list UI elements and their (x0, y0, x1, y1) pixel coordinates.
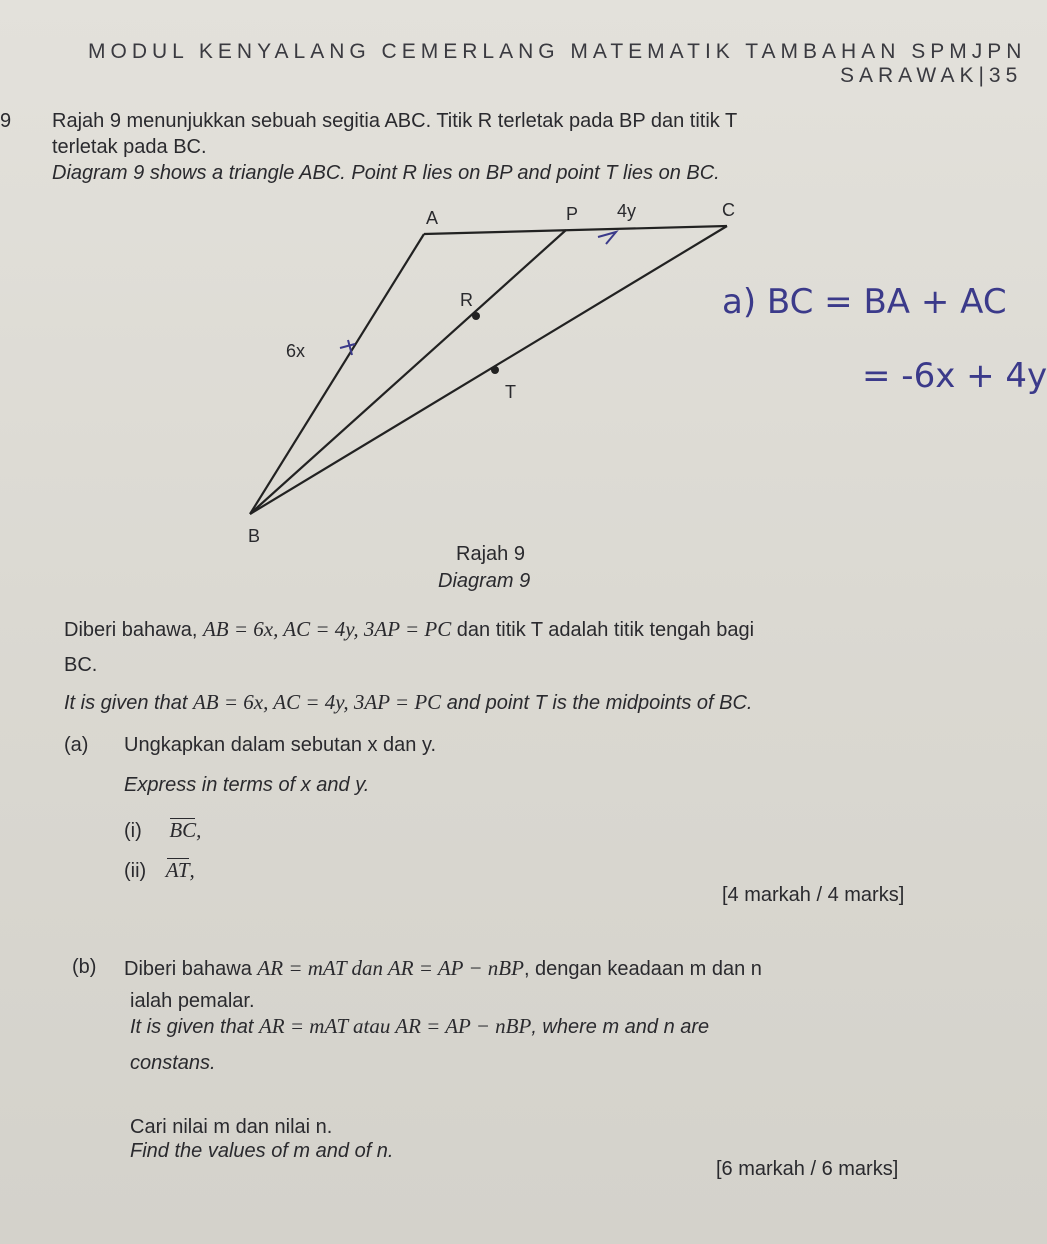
part-a-en: Express in terms of x and y. (124, 774, 370, 796)
part-a-marks: [4 markah / 4 marks] (722, 884, 905, 906)
given-en-suffix: and point T is the midpoints of BC. (446, 692, 753, 714)
part-a-item-1 (124, 818, 201, 843)
given-ms-prefix: Diberi bahawa, (64, 619, 198, 641)
part-a-ms: Ungkapkan dalam sebutan x dan y. (124, 734, 437, 756)
handwritten-part-a-line1: a) BC = BA + AC (722, 282, 1007, 322)
module-title: MODUL KENYALANG CEMERLANG MATEMATIK TAMBAHAN SPMJPN (88, 40, 1027, 63)
item-2-number: (ii) (124, 860, 147, 882)
triangle-lines (250, 226, 727, 514)
given-en (64, 690, 752, 715)
side-BC (250, 226, 727, 514)
part-b-marks: [6 markah / 6 marks] (716, 1158, 899, 1180)
given-en-prefix: It is given that (64, 692, 188, 714)
point-R (472, 312, 480, 320)
handwritten-arrows (340, 232, 616, 355)
part-b-find-en: Find the values of m and of n. (130, 1140, 394, 1162)
point-T (491, 366, 499, 374)
item-1-number: (i) (124, 820, 142, 842)
handwritten-4y: 4y (617, 201, 637, 221)
region-page: SARAWAK|35 (840, 64, 1023, 87)
line-BP (250, 230, 566, 514)
part-b-find-ms: Cari nilai m dan nilai n. (130, 1116, 333, 1138)
given-ms-line2: BC. (64, 654, 98, 676)
handwritten-6x: 6x (286, 341, 306, 361)
item-1-comma: , (196, 818, 202, 842)
side-AC (424, 226, 727, 234)
given-ms-suffix: dan titik T adalah titik tengah bagi (456, 619, 755, 641)
side-AB (250, 234, 424, 514)
item-1-vector: BC (169, 818, 197, 842)
given-ms (64, 617, 754, 642)
label-T: T (505, 382, 516, 402)
part-b-ms-prefix: Diberi bahawa (124, 958, 252, 980)
item-2-comma: , (189, 858, 195, 882)
item-2-vector: AT (165, 858, 190, 882)
label-P: P (566, 204, 579, 224)
part-b-ms-math: AR = mAT dan AR = AP − nBP (257, 956, 524, 980)
given-ms-math: AB = 6x, AC = 4y, 3AP = PC (202, 617, 452, 641)
part-b-label: (b) (72, 956, 97, 978)
part-b-ms-line2: ialah pemalar. (130, 990, 255, 1012)
label-B: B (248, 526, 261, 546)
intro-ms-line1: Rajah 9 menunjukkan sebuah segitia ABC. Titik R terletak pada BP dan titik T (52, 110, 738, 132)
question-number: 9 (0, 110, 12, 132)
intro-ms-line2: terletak pada BC. (52, 136, 207, 158)
intro-en: Diagram 9 shows a triangle ABC. Point R lies on BP and point T lies on BC. (52, 162, 720, 184)
label-A: A (426, 208, 439, 228)
part-a-item-2 (124, 858, 195, 883)
part-b-en-prefix: It is given that (130, 1016, 254, 1038)
label-C: C (722, 200, 735, 220)
arrow-mark-ac (598, 232, 616, 244)
part-b-en-suffix: , where m and n are (531, 1016, 710, 1038)
part-b-en (130, 1014, 709, 1039)
part-b-en-math: AR = mAT atau AR = AP − nBP (258, 1014, 532, 1038)
handwritten-part-a-line2: = -6x + 4y (862, 356, 1047, 396)
given-en-math: AB = 6x, AC = 4y, 3AP = PC (192, 690, 442, 714)
caption-en: Diagram 9 (438, 570, 531, 592)
part-b-ms-suffix: , dengan keadaan m dan n (523, 958, 762, 980)
label-R: R (460, 290, 473, 310)
part-b-en-line2: constans. (130, 1052, 216, 1074)
part-b-ms (124, 956, 762, 981)
caption-ms: Rajah 9 (456, 543, 525, 565)
part-a-label: (a) (64, 734, 89, 756)
